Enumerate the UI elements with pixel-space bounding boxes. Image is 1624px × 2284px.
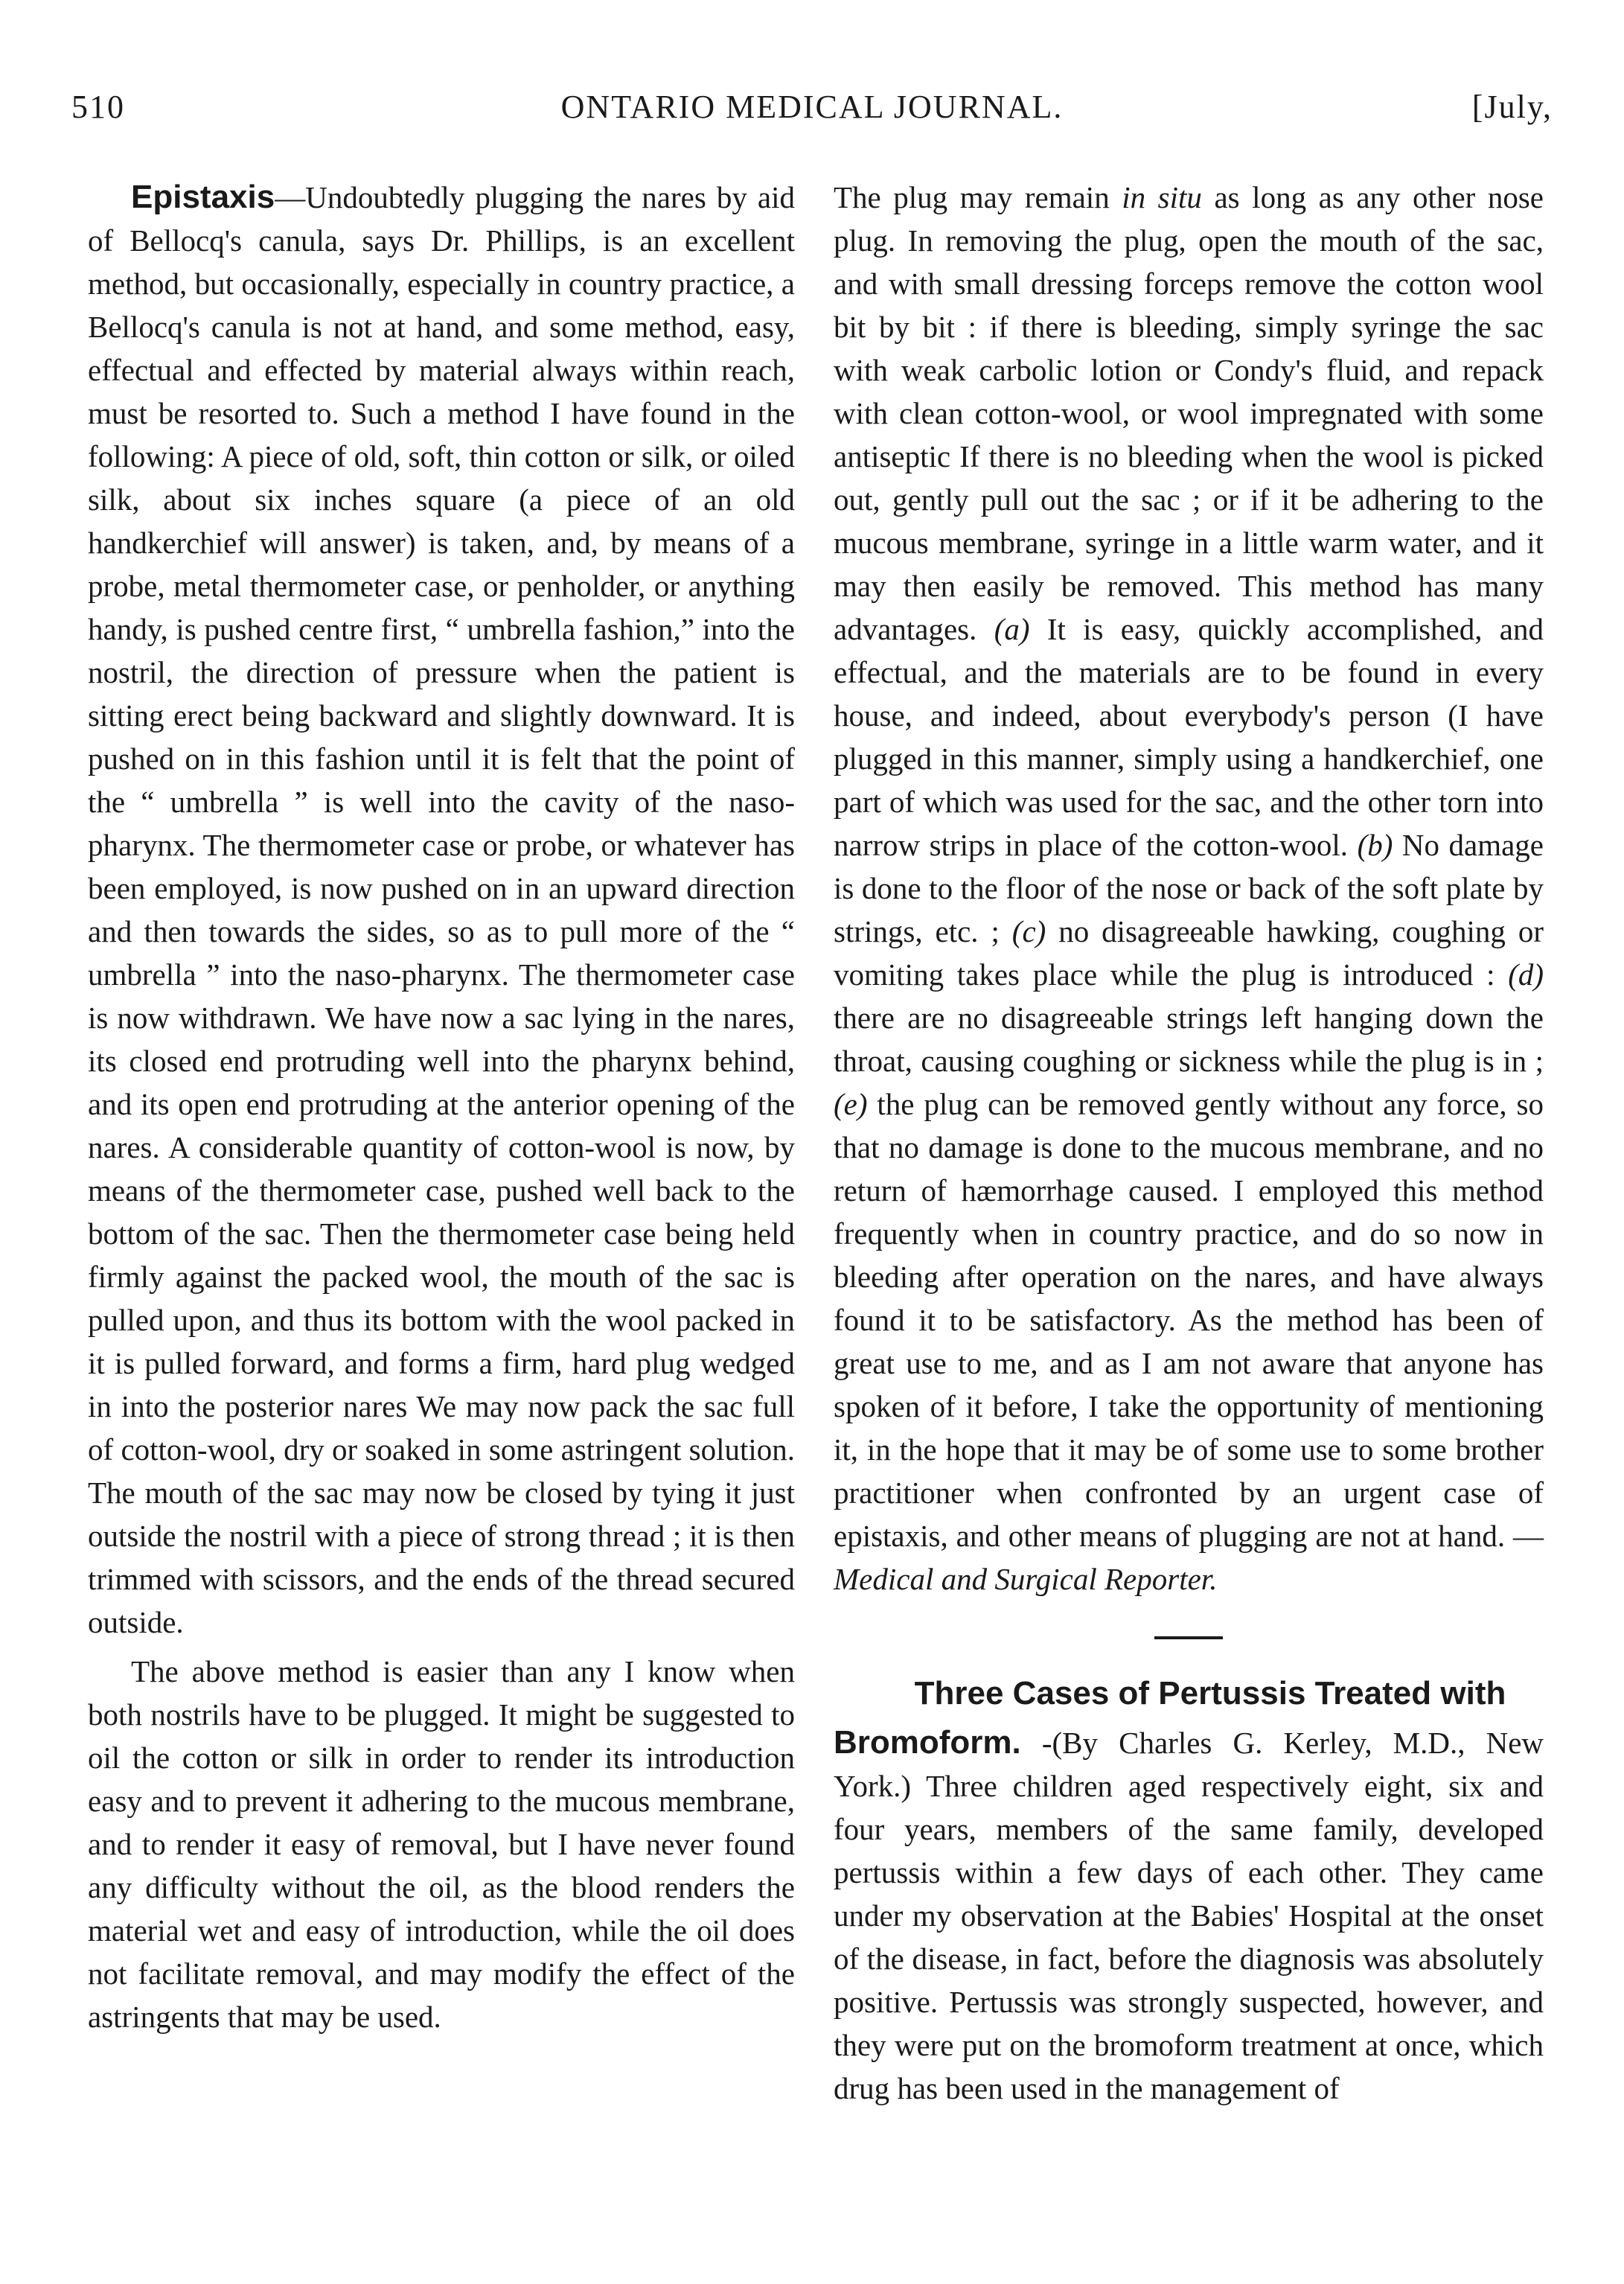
paragraph-text: No damage is done to the floor of the nose or back of the soft plate by strings, etc. ;: [834, 828, 1544, 948]
list-label-e: (e): [834, 1087, 868, 1121]
list-label-c: (c): [1011, 914, 1046, 948]
paragraph-text: the plug can be removed gently without any force, so that no damage is done to the mucous membrane, and no return of hæmorrhage caused. I employed this method frequently when in country practice, and do so now in bleeding after operation on the nares, and have always found it to be satisfactory. As the method has been of great use to me, and as I am not aware that anyone has spoken of it before, I take the opportunity of mentioning it, in the hope that it may be of some use to some brother practitioner when confronted by an urgent case of epistaxis, and other means of plugging are not at hand. —: [834, 1087, 1544, 1553]
journal-title: ONTARIO MEDICAL JOURNAL.: [560, 89, 1064, 125]
list-label-d: (d): [1508, 957, 1544, 992]
list-label-a: (a): [994, 612, 1030, 646]
source-citation: Medical and Surgical Reporter.: [834, 1562, 1218, 1596]
paragraph-text: —Undoubtedly plugging the nares by aid of Bellocq's canula, says Dr. Phillips, is an excellent method, but occasionally, especially in country practice, a Bellocq's canula is not at hand, and some method, easy, effectual and effected by material always within reach, must be resorted to. Such a method I have found in the following: A piece of old, soft, thin cotton or silk, or oiled silk, about six inches square (a piece of an old handkerchief will answer) is taken, and, by means of a probe, metal thermometer case, or penholder, or anything handy, is pushed centre first, “ umbrella fashion,” into the nostril, the direction of pressure when the patient is sitting erect being backward and slightly downward. It is pushed on in this fashion until it is felt that the point of the “ umbrella ” is well into the cavity of the naso-pharynx. The thermometer case or probe, or whatever has been employed, is now pushed on in an upward direction and then towards the sides, so as to pull more of the “ umbrella ” into the naso-pharynx. The thermometer case is now withdrawn. We have now a sac lying in the nares, its closed end protruding well into the pharynx behind, and its open end protruding at the anterior opening of the nares. A considerable quantity of cotton-wool is now, by means of the thermometer case, pushed well back to the bottom of the sac. Then the thermometer case being held firmly against the packed wool, the mouth of the sac is pulled upon, and thus its bottom with the wool packed in it is pulled forward, and forms a firm, hard plug wedged in into the posterior nares We may now pack the sac full of cotton-wool, dry or soaked in some astringent solution. The mouth of the sac may now be closed by tying it just outside the nostril with a piece of strong thread ; it is then trimmed with scissors, and the ends of the thread secured outside.: [88, 180, 795, 1639]
section-heading-bromoform: Bromoform.: [834, 1724, 1021, 1761]
section-divider: [1154, 1636, 1223, 1639]
italic-term: in situ: [1122, 180, 1202, 214]
running-header: [71, 88, 1553, 140]
section-heading-pertussis: Three Cases of Pertussis Treated with: [914, 1675, 1506, 1712]
page-number: 510: [71, 89, 125, 125]
epistaxis-paragraph-1: [88, 176, 795, 1644]
paragraph-text: It is easy, quickly accomplished, and effectual, and the materials are to be found in every house, and indeed, about everybody's person (I have plugged in this manner, simply using a handkerchief, one part of which was used for the sac, and the other torn into narrow strips in place of the cotton-wool.: [834, 612, 1544, 862]
paragraph-text: no disagreeable hawking, coughing or vomiting takes place while the plug is introduced :: [834, 914, 1544, 992]
paragraph-text: The plug may remain: [834, 180, 1122, 214]
epistaxis-paragraph-3: [834, 176, 1544, 1601]
epistaxis-paragraph-2: The above method is easier than any I know when both nostrils have to be plugged. It might be suggested to oil the cotton or silk in order to render its introduction easy and to prevent it adhering to the mucous membrane, and to render it easy of removal, but I have never found any difficulty without the oil, as the blood renders the material wet and easy of introduction, while the oil does not facilitate removal, and may modify the effect of the astringents that may be used.: [88, 1654, 795, 2034]
right-column: [834, 176, 1544, 2110]
paragraph-text: there are no disagreeable strings left hanging down the throat, causing coughing or sickness while the plug is in ;: [834, 1001, 1544, 1078]
paragraph-text: -(By Charles G. Kerley, M.D., New York.) Three children aged respectively eight, six and four years, members of the same family, developed pertussis within a few days of each other. They came under my observation at the Babies' Hospital at the onset of the disease, in fact, before the diagnosis was absolutely positive. Pertussis was strongly suspected, however, and they were put on the bromoform treatment at once, which drug has been used in the management of: [834, 1726, 1544, 2105]
issue-month: [July,: [1471, 89, 1553, 125]
paragraph-text: as long as any other nose plug. In removing the plug, open the mouth of the sac, and with small dressing forceps remove the cotton wool bit by bit : if there is bleeding, simply syringe the sac with weak carbolic lotion or Condy's fluid, and repack with clean cotton-wool, or wool impregnated with some antiseptic If there is no bleeding when the wool is picked out, gently pull out the sac ; or if it be adhering to the mucous membrane, syringe in a little warm water, and it may then easily be removed. This method has many advantages.: [834, 180, 1544, 646]
list-label-b: (b): [1357, 828, 1393, 862]
pertussis-paragraph-1: [834, 1721, 1544, 2110]
section-heading-epistaxis: Epistaxis: [131, 179, 275, 215]
left-column: [88, 176, 795, 2038]
